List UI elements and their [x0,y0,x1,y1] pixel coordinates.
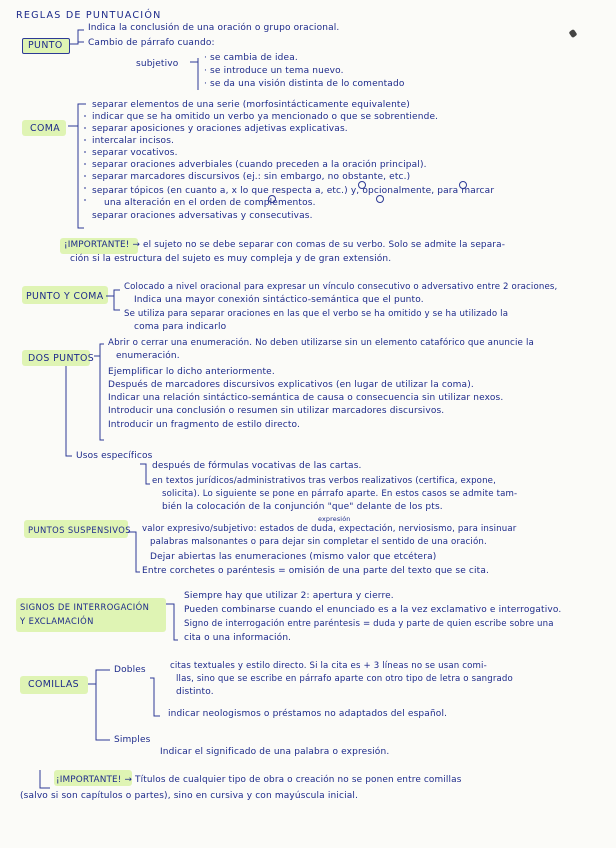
coma-line-5: separar vocativos. [92,148,178,158]
interrog-line-2: Pueden combinarse cuando el enunciado es a la vez exclamativo e interrogativo. [184,605,562,615]
dospuntos-line-4: Indicar una relación sintáctico-semántica de causa o consecuencia sin utilizar nexos. [108,393,504,403]
coma-line-6: separar oraciones adverbiales (cuando preceden a la oración principal). [92,160,427,170]
coma-line-2: indicar que se ha omitido un verbo ya mencionado o que se sobrentiende. [92,112,439,122]
interrog-line-3b: cita o una información. [184,633,292,643]
suspensivos-line-1: valor expresivo/subjetivo: estados de duda, expectación, nerviosismo, para insinuar [142,524,517,534]
section-label-dospuntos: DOS PUNTOS [28,353,95,364]
dospuntos-usos-2b: solicita). Lo siguiente se pone en párrafo aparte. En estos casos se admite tam- [162,489,518,499]
coma-line-8b: una alteración en el orden de complementos. [104,198,316,208]
dospuntos-line-5: Introducir una conclusión o resumen sin utilizar marcadores discursivos. [108,406,445,416]
section-label-suspensivos: PUNTOS SUSPENSIVOS [28,525,131,535]
comillas-dobles-1: citas textuales y estilo directo. Si la cita es + 3 líneas no se usan comi- [170,661,487,671]
punto-subjetivo: subjetivo [136,59,179,69]
dospuntos-usos-2: en textos jurídicos/administrativos tras verbos realizativos (certifica, expone, [152,476,497,486]
suspensivos-expresion-note: expresión [318,515,351,523]
dospuntos-line-3: Después de marcadores discursivos explicativos (en lugar de utilizar la coma). [108,380,474,390]
coma-importante-2: ción si la estructura del sujeto es muy compleja y de gran extensión. [70,254,392,264]
punto-line-1: Indica la conclusión de una oración o grupo oracional. [88,23,340,33]
comillas-dobles-1b: llas, sino que se escribe en párrafo aparte con otro tipo de letra o sangrado [176,674,513,684]
suspensivos-line-2: Dejar abiertas las enumeraciones (mismo valor que etcétera) [150,552,437,562]
punto-sub-2-text: se introduce un tema nuevo. [210,66,344,76]
section-label-interrog-2: Y EXCLAMACIÓN [20,616,94,626]
comillas-importante-1: ¡IMPORTANTE! → Títulos de cualquier tipo de obra o creación no se ponen entre comillas [56,775,462,785]
coma-line-9: separar oraciones adversativas y consecutivas. [92,211,313,221]
coma-importante-1: ¡IMPORTANTE! → el sujeto no se debe separar con comas de su verbo. Solo se admite la separa- [64,240,506,250]
section-label-comillas: COMILLAS [28,679,80,690]
punto-sub-1: · se cambia de idea. [204,53,298,63]
dospuntos-usos-1: después de fórmulas vocativas de las cartas. [152,461,362,471]
coma-line-3: separar aposiciones y oraciones adjetivas explicativas. [92,124,348,134]
section-label-puntocoma: PUNTO Y COMA [26,291,104,302]
coma-line-8: separar tópicos (en cuanto a, x lo que respecta a, etc.) y, opcionalmente, para marcar [92,186,495,196]
punto-sub-3: · se da una visión distinta de lo comentado [204,79,405,89]
circle-mark-1 [358,181,366,189]
comillas-simples-1: Indicar el significado de una palabra o expresión. [160,747,390,757]
dospuntos-line-6: Introducir un fragmento de estilo directo. [108,420,301,430]
section-label-coma: COMA [30,123,61,134]
comillas-simples-label: Simples [114,735,151,745]
interrog-line-3: Signo de interrogación entre paréntesis = duda y parte de quien escribe sobre una [184,619,554,629]
dospuntos-usos-2c: bién la colocación de la conjunción "que" delante de los pts. [162,502,443,512]
page-title: REGLAS DE PUNTUACIÓN [16,10,162,21]
puntocoma-line-1b: Indica una mayor conexión sintáctico-semántica que el punto. [134,295,424,305]
coma-line-4: intercalar incisos. [92,136,175,146]
circle-mark-2 [459,181,467,189]
suspensivos-line-3: Entre corchetes o paréntesis = omisión de una parte del texto que se cita. [142,566,490,576]
puntocoma-line-1: Colocado a nivel oracional para expresar un vínculo consecutivo o adversativo entre 2 oraciones, [124,282,558,292]
coma-line-7: separar marcadores discursivos (ej.: sin embargo, no obstante, etc.) [92,172,411,182]
punto-sub-1-text: se cambia de idea. [210,53,298,63]
punto-sub-3-text: se da una visión distinta de lo comentado [210,79,405,89]
interrog-line-1: Siempre hay que utilizar 2: apertura y cierre. [184,591,394,601]
comillas-dobles-2: indicar neologismos o préstamos no adaptados del español. [168,709,448,719]
dospuntos-line-1b: enumeración. [116,351,180,361]
punto-line-2: Cambio de párrafo cuando: [88,38,215,48]
section-label-interrog-1: SIGNOS DE INTERROGACIÓN [20,602,150,612]
puntocoma-line-2: Se utiliza para separar oraciones en las que el verbo se ha omitido y se ha utilizado la [124,309,509,319]
comillas-dobles-label: Dobles [114,665,146,675]
punto-sub-2: · se introduce un tema nuevo. [204,66,344,76]
suspensivos-line-1b: palabras malsonantes o para dejar sin completar el sentido de una oración. [150,537,487,547]
dospuntos-line-2: Ejemplificar lo dicho anteriormente. [108,367,275,377]
dospuntos-line-1: Abrir o cerrar una enumeración. No deben utilizarse sin un elemento catafórico que anuncie la [108,338,534,348]
circle-mark-3 [268,195,276,203]
comillas-dobles-1c: distinto. [176,687,214,697]
dospuntos-usos-label: Usos específicos [76,451,153,461]
coma-line-1: separar elementos de una serie (morfosintácticamente equivalente) [92,100,410,110]
comillas-importante-2: (salvo si son capítulos o partes), sino en cursiva y con mayúscula inicial. [20,791,359,801]
section-label-punto: PUNTO [28,40,63,51]
puntocoma-line-2b: coma para indicarlo [134,322,227,332]
circle-mark-4 [376,195,384,203]
